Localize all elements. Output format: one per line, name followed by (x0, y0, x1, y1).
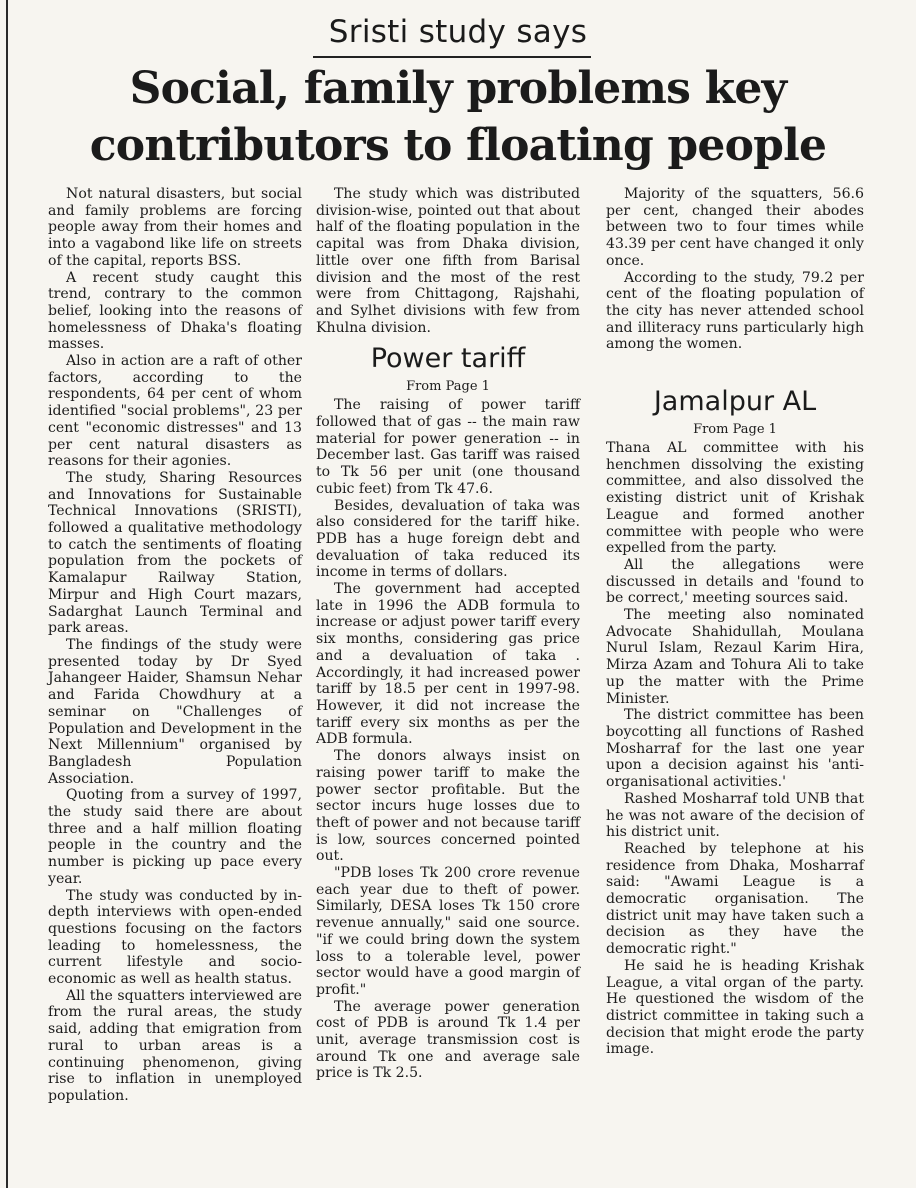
headline-line-2: contributors to floating people (89, 120, 827, 171)
article-paragraph: Also in action are a raft of other factors, according to the respondents, 64 per cent of whom identified "social problems", 23 per cent "economic distresses" and 13 per cent natural disasters as reasons for their agonies. (48, 353, 302, 470)
column-3 (606, 186, 864, 1058)
jamalpur-jump-line: From Page 1 (693, 422, 777, 438)
power-tariff-paragraph: The government had accepted late in 1996 the ADB formula to increase or adjust power tariff every six months, considering gas price and a devaluation of taka . Accordingly, it had increased power tariff by 18.5 per cent in 1997-98. However, it did not increase the tariff every six months as per the ADB formula. (316, 581, 580, 748)
article-paragraph: Not natural disasters, but social and family problems are forcing people away from their homes and into a vagabond like life on streets of the capital, reports BSS. (48, 186, 302, 269)
article-paragraph: The findings of the study were presented today by Dr Syed Jahangeer Haider, Shamsun Nehar and Farida Chowdhury at a seminar on "Challenges of Population and Development in the Next Millennium" organised by Bangladesh Population Association. (48, 636, 302, 787)
section-gap (606, 353, 864, 379)
jamalpur-paragraph: Thana AL committee with his henchmen dissolving the existing committee, and also dissolved the existing district unit of Krishak League and formed another committee with people who were expelled from the party. (606, 440, 864, 557)
article-paragraph: Quoting from a survey of 1997, the study said there are about three and a half million floating people in the country and the number is picking up pace every year. (48, 787, 302, 887)
article-paragraph: All the squatters interviewed are from the rural areas, the study said, adding that emigration from rural to urban areas is a continuing phenomenon, giving rise to inflation in unemployed population. (48, 987, 302, 1104)
article-paragraph: A recent study caught this trend, contrary to the common belief, looking into the reasons of homelessness of Dhaka's floating masses. (48, 269, 302, 353)
article-paragraph: According to the study, 79.2 per cent of the floating population of the city has never attended school and illiteracy runs particularly high among the women. (606, 269, 864, 353)
article-paragraph: The study, Sharing Resources and Innovations for Sustainable Technical Innovations (SRISTI), followed a qualitative methodology to catch the sentiments of floating population from the pockets of Kamalapur Railway Station, Mirpur and High Court mazars, Sadarghat Launch Terminal and park areas. (48, 469, 302, 637)
jamalpur-paragraph: The district committee has been boycotting all functions of Rashed Mosharraf for the last one year upon a decision against his 'anti-organisational activities.' (606, 707, 864, 791)
kicker-underline (313, 56, 591, 58)
power-tariff-paragraph: Besides, devaluation of taka was also considered for the tariff hike. PDB has a huge foreign debt and devaluation of taka reduced its income in terms of dollars. (316, 497, 580, 581)
jamalpur-paragraph: The meeting also nominated Advocate Shahidullah, Moulana Nurul Islam, Rezaul Karim Hira, Mirza Azam and Tohura Ali to take up the matter with the Prime Minister. (606, 607, 864, 707)
column-2 (316, 186, 580, 1082)
jamalpur-paragraph: He said he is heading Krishak League, a vital organ of the party. He questioned the wisdom of the district committee in taking such a decision that might erode the party image. (606, 957, 864, 1058)
jamalpur-paragraph: All the allegations were discussed in details and 'found to be correct,' meeting sources said. (606, 556, 864, 607)
jamalpur-paragraph: Reached by telephone at his residence from Dhaka, Mosharraf said: "Awami League is a democratic organisation. The district unit may have taken such a decision as they have the democratic right." (606, 840, 864, 958)
power-tariff-paragraph: The average power generation cost of PDB is around Tk 1.4 per unit, average transmission cost is around Tk one and average sale price is Tk 2.5. (316, 998, 580, 1082)
power-tariff-paragraph: The donors always insist on raising power tariff to make the power sector profitable. But the sector incurs huge losses due to theft of power and not because tariff is low, sources concerned pointed out. (316, 748, 580, 865)
article-paragraph: Majority of the squatters, 56.6 per cent, changed their abodes between two to four times while 43.39 per cent have changed it only once. (606, 186, 864, 269)
kicker: Sristi study says (328, 14, 588, 50)
column-1 (48, 186, 302, 1105)
column-edge-rule (6, 0, 8, 1188)
article-paragraph: The study was conducted by in-depth interviews with open-ended questions focusing on the factors leading to homelessness, the current lifestyle and socio-economic as well as health status. (48, 887, 302, 988)
article-paragraph: The study which was distributed division-wise, pointed out that about half of the floating population in the capital was from Dhaka division, little over one fifth from Barisal division and the most of the rest were from Chittagong, Rajshahi, and Sylhet divisions with few from Khulna division. (316, 186, 580, 336)
power-tariff-jump-line: From Page 1 (406, 379, 490, 395)
jamalpur-heading: Jamalpur AL (653, 386, 817, 418)
power-tariff-paragraph: "PDB loses Tk 200 crore revenue each year due to theft of power. Similarly, DESA loses Tk 150 crore revenue annually," said one source. "if we could bring down the system loss to a tolerable level, power sector would have a good margin of profit." (316, 865, 580, 998)
power-tariff-paragraph: The raising of power tariff followed that of gas -- the main raw material for power generation -- in December last. Gas tariff was raised to Tk 56 per unit (one thousand cubic feet) from Tk 47.6. (316, 397, 580, 497)
headline (0, 60, 916, 174)
headline-line-1: Social, family problems key (129, 63, 787, 114)
power-tariff-heading: Power tariff (370, 343, 526, 375)
jamalpur-paragraph: Rashed Mosharraf told UNB that he was not aware of the decision of his district unit. (606, 790, 864, 841)
